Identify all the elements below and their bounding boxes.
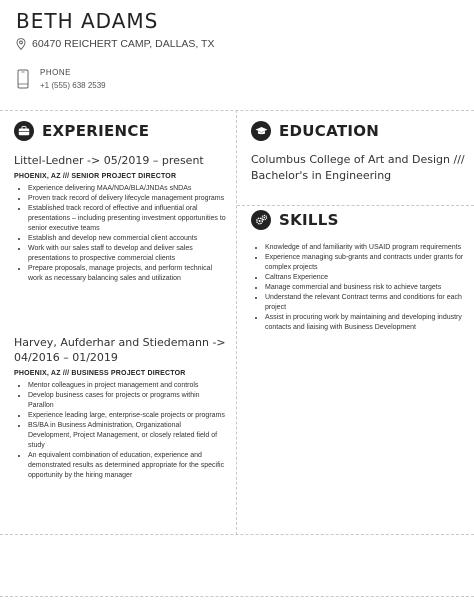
phone-icon [16, 69, 30, 89]
bottom-divider [0, 534, 474, 535]
education-heading [251, 121, 379, 141]
education-title: EDUCATION [279, 122, 380, 140]
list-item: • Prepare proposals, manage projects, and perform technical work as necessary balancing sales and utilization [28, 264, 226, 284]
list-item: • Understand the relevant Contract terms and conditions for each project [265, 293, 466, 313]
experience-title: EXPERIENCE [42, 122, 150, 140]
skills-heading [251, 210, 339, 230]
education-entry [251, 152, 466, 184]
footer-divider [0, 596, 474, 597]
address-row [16, 38, 458, 50]
candidate-name: BETH ADAMS [16, 9, 159, 33]
job-bullets [14, 184, 226, 284]
list-item: • Established track record of effective and influential oral presentations – including presenting investment opportunities to senior executive teams [28, 204, 226, 234]
graduation-cap-icon [251, 121, 271, 141]
experience-job-2 [14, 335, 226, 481]
contact-block [16, 68, 106, 91]
location-pin-icon [16, 38, 26, 50]
list-item: • Work with our sales staff to develop and deliver sales presentations to prospective commercial clients [28, 244, 226, 264]
job-role: PHOENIX, AZ /// SENIOR PROJECT DIRECTOR [14, 173, 177, 180]
list-item: • Proven track record of delivery lifecycle management programs [28, 194, 226, 204]
top-divider [0, 110, 474, 111]
list-item: • Establish and develop new commercial client accounts [28, 234, 226, 244]
list-item: • Mentor colleagues in project management and controls [28, 381, 226, 391]
phone-label: PHONE [40, 68, 71, 77]
phone-number: +1 (555) 638 2539 [40, 81, 106, 90]
list-item: • BS/BA in Business Administration, Organizational Development, Project Management, or closely related field of study [28, 421, 226, 451]
list-item: • Caltrans Experience [265, 273, 466, 283]
column-divider [236, 110, 237, 535]
job-company-dates: Littel-Ledner -> 05/2019 – present [14, 154, 204, 167]
experience-heading [14, 121, 149, 141]
gears-icon [251, 210, 271, 230]
job-bullets [14, 381, 226, 481]
skills-list [251, 243, 466, 333]
education-divider [237, 205, 474, 206]
list-item: • Experience delivering MAA/NDA/BLA/JNDAs sNDAs [28, 184, 226, 194]
list-item: • Assist in procuring work by maintaining and developing industry contacts and liaising with Business Development [265, 313, 466, 333]
skills-title: SKILLS [279, 211, 339, 229]
list-item: • Develop business cases for projects or programs within Parallon [28, 391, 226, 411]
experience-job-1 [14, 153, 226, 284]
job-role: PHOENIX, AZ /// BUSINESS PROJECT DIRECTOR [14, 370, 186, 377]
resume-header [16, 10, 458, 50]
address-text: 60470 REICHERT CAMP, DALLAS, TX [32, 38, 215, 50]
list-item: • An equivalent combination of education, experience and demonstrated results as determined appropriate for the specific opportunity by the hiring manager [28, 451, 226, 481]
list-item: • Knowledge of and familiarity with USAID program requirements [265, 243, 466, 253]
school-name: Columbus College of Art and Design /// [251, 153, 465, 166]
degree-name: Bachelor's in Engineering [251, 169, 392, 182]
job-company-dates: Harvey, Aufderhar and Stiedemann -> 04/2016 – 01/2019 [14, 336, 226, 364]
list-item: • Experience managing sub-grants and contracts under grants for complex projects [265, 253, 466, 273]
list-item: • Manage commercial and business risk to achieve targets [265, 283, 466, 293]
skills-list-block [251, 240, 466, 333]
briefcase-icon [14, 121, 34, 141]
list-item: • Experience leading large, enterprise-scale projects or programs [28, 411, 226, 421]
